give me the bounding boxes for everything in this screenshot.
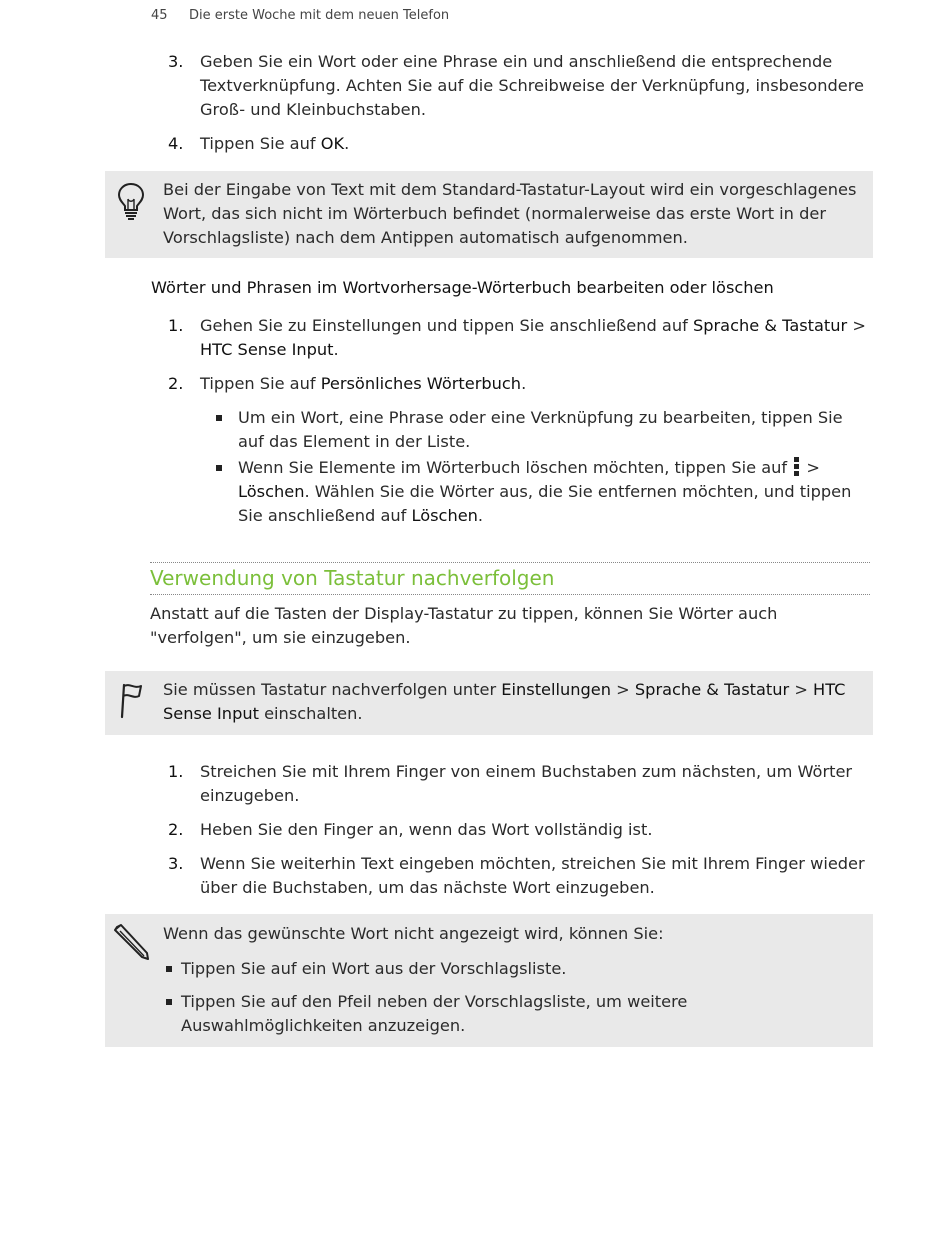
- flag-icon: [117, 681, 149, 721]
- list-item: [168, 50, 873, 122]
- pencil-note-body: [163, 922, 861, 1038]
- path-separator: >: [616, 680, 630, 699]
- bullet-marker: [166, 966, 172, 972]
- list-text: Tippen Sie auf: [200, 374, 321, 393]
- pencil-note: [105, 914, 873, 1047]
- menu-path-htc-sense-input: HTC Sense Input: [163, 680, 846, 723]
- pencil-icon: [111, 922, 151, 962]
- lightbulb-icon: [115, 181, 147, 221]
- numbered-list-edit: [168, 314, 873, 406]
- running-header: [151, 8, 449, 23]
- path-separator: >: [806, 458, 820, 477]
- list-text: .: [344, 134, 350, 153]
- bullet-marker: [216, 465, 222, 471]
- bullet-marker: [216, 415, 222, 421]
- bullet-text: Tippen Sie auf ein Wort aus der Vorschlagsliste.: [181, 959, 567, 978]
- bullet-list-edit: [212, 406, 872, 530]
- list-number: 4.: [168, 134, 184, 153]
- numbered-list-trace: [168, 760, 873, 910]
- bullet-item: [212, 406, 872, 454]
- list-number: 3.: [168, 52, 184, 71]
- chapter-title: Die erste Woche mit dem neuen Telefon: [189, 8, 450, 23]
- section-title: Verwendung von Tastatur nachverfolgen: [150, 566, 555, 590]
- list-item: [168, 760, 873, 808]
- bullet-item: [212, 456, 872, 528]
- list-text: Heben Sie den Finger an, wenn das Wort vollständig ist.: [200, 820, 653, 839]
- menu-path-htc-sense-input: HTC Sense Input: [200, 340, 334, 359]
- list-text: .: [521, 374, 527, 393]
- bullet-marker: [166, 999, 172, 1005]
- note-text: Sie müssen Tastatur nachverfolgen unter: [163, 680, 502, 699]
- delete-label: Löschen: [238, 482, 305, 501]
- bullet-text: Wenn Sie Elemente im Wörterbuch löschen möchten, tippen Sie auf: [238, 458, 793, 477]
- pencil-note-intro: Wenn das gewünschte Wort nicht angezeigt wird, können Sie:: [163, 924, 664, 943]
- menu-path-language-keyboard: Sprache & Tastatur: [634, 680, 790, 699]
- bullet-item: [163, 990, 861, 1038]
- list-text: Streichen Sie mit Ihrem Finger von einem Buchstaben zum nächsten, um Wörter einzugeben.: [200, 762, 853, 805]
- path-separator: >: [852, 316, 866, 335]
- tip-note-text: Bei der Eingabe von Text mit dem Standard-Tastatur-Layout wird ein vorgeschlagenes Wort, das sich nicht im Wörterbuch befindet (normalerweise das erste Wort in der Vorschlagsliste) nach dem Antippen automatisch aufgenommen.: [163, 180, 857, 247]
- list-text: Tippen Sie auf: [200, 134, 321, 153]
- list-text: Wenn Sie weiterhin Text eingeben möchten, streichen Sie mit Ihrem Finger wieder über die Buchstaben, um das nächste Wort einzugeben.: [200, 854, 865, 897]
- numbered-list-top: [168, 50, 873, 166]
- menu-path-personal-dictionary: Persönliches Wörterbuch: [320, 374, 522, 393]
- note-text: einschalten.: [258, 704, 363, 723]
- path-separator: >: [794, 680, 808, 699]
- bullet-item: [163, 957, 861, 981]
- delete-label: Löschen: [411, 506, 478, 525]
- list-number: 2.: [168, 820, 184, 839]
- flag-note-text: [163, 678, 861, 726]
- menu-path-settings: Einstellungen: [501, 680, 612, 699]
- subheading: Wörter und Phrasen im Wortvorhersage-Wörterbuch bearbeiten oder löschen: [151, 278, 774, 297]
- list-item: [168, 132, 873, 156]
- list-text: .: [333, 340, 339, 359]
- list-number: 1.: [168, 316, 184, 335]
- menu-path-language-keyboard: Sprache & Tastatur: [692, 316, 848, 335]
- page-number: 45: [151, 8, 168, 23]
- list-text: Gehen Sie zu Einstellungen und tippen Sie anschließend auf: [200, 316, 693, 335]
- section-heading: [150, 562, 870, 595]
- list-number: 2.: [168, 374, 184, 393]
- list-text: Geben Sie ein Wort oder eine Phrase ein und anschließend die entsprechende Textverknüpfung. Achten Sie auf die Schreibweise der Verknüpfung, insbesondere Groß- und Kleinbuchstaben.: [200, 52, 864, 119]
- list-item: [168, 372, 873, 396]
- ok-label: OK: [320, 134, 345, 153]
- list-item: [168, 852, 873, 900]
- bullet-text: .: [477, 506, 484, 525]
- bullet-text: Um ein Wort, eine Phrase oder eine Verknüpfung zu bearbeiten, tippen Sie auf das Element in der Liste.: [238, 408, 843, 451]
- flag-note: [105, 671, 873, 735]
- tip-note: [105, 171, 873, 258]
- bullet-text: Tippen Sie auf den Pfeil neben der Vorschlagsliste, um weitere Auswahlmöglichkeiten anzuzeigen.: [181, 992, 688, 1035]
- list-item: [168, 818, 873, 842]
- list-number: 3.: [168, 854, 184, 873]
- bullet-text: . Wählen Sie die Wörter aus, die Sie entfernen möchten, und tippen Sie anschließend auf: [238, 482, 852, 525]
- list-number: 1.: [168, 762, 184, 781]
- kebab-menu-icon: [794, 457, 799, 476]
- list-item: [168, 314, 873, 362]
- section-intro: Anstatt auf die Tasten der Display-Tastatur zu tippen, können Sie Wörter auch "verfolgen", um sie einzugeben.: [150, 604, 778, 647]
